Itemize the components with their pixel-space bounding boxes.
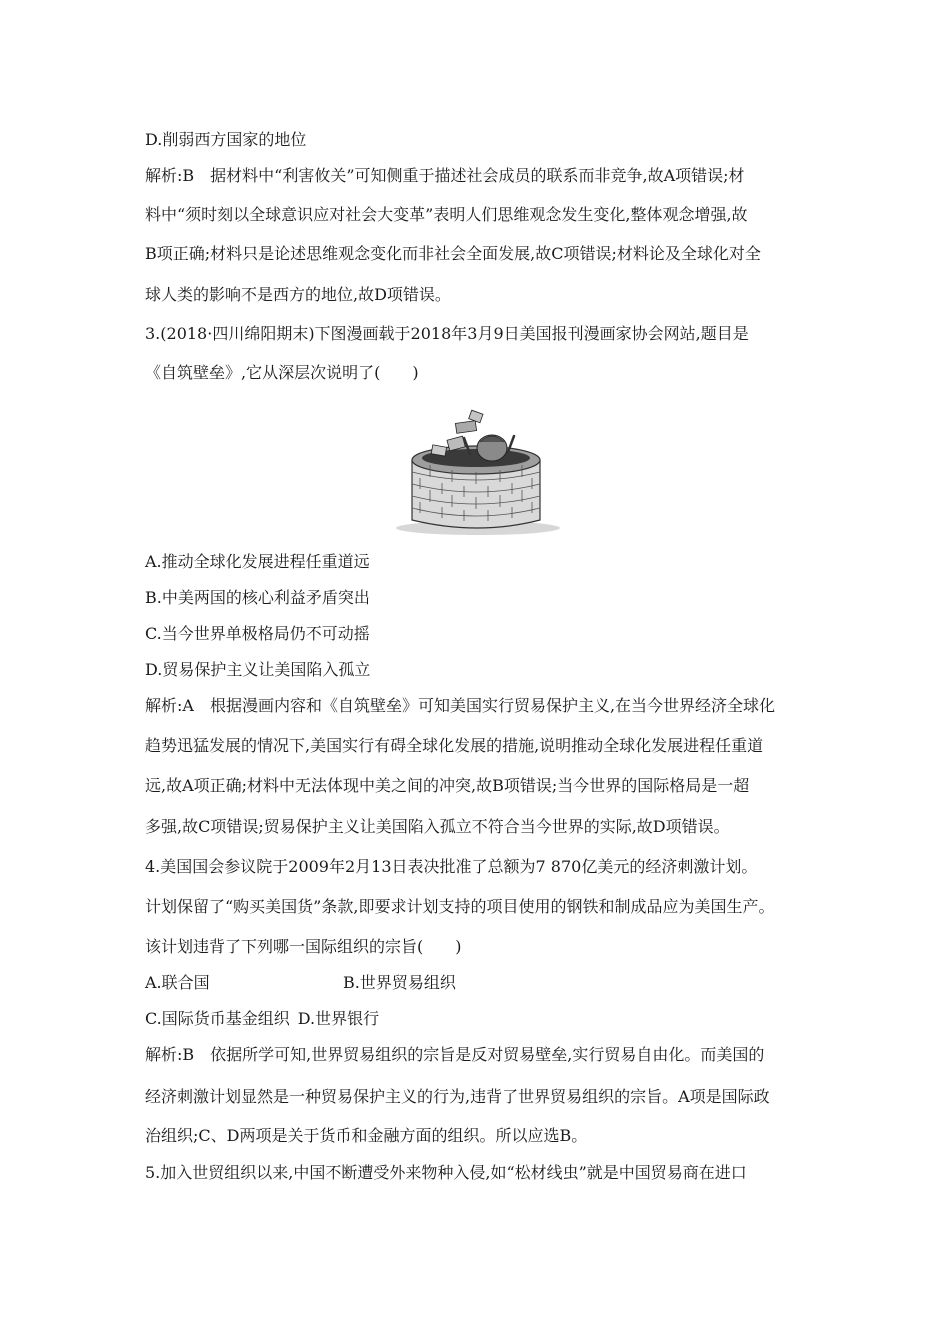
q4-analysis-line-2: 经济刺激计划显然是一种贸易保护主义的行为,违背了世界贸易组织的宗旨。A项是国际政 <box>145 1087 770 1106</box>
q4-options-row-1 <box>145 973 825 993</box>
q3-analysis-line-3: 远,故A项正确;材料中无法体现中美之间的冲突,故B项错误;当今世界的国际格局是一超 <box>145 776 750 795</box>
q5-stem-line-1: 5.加入世贸组织以来,中国不断遭受外来物种入侵,如“松材线虫”就是中国贸易商在进口 <box>145 1163 747 1182</box>
q3-stem-line-1: 3.(2018·四川绵阳期末)下图漫画载于2018年3月9日美国报刊漫画家协会网站,题目是 <box>145 324 749 343</box>
q2-option-d: D.削弱西方国家的地位 <box>145 130 307 149</box>
q4-analysis-line-1: 解析:B 依据所学可知,世界贸易组织的宗旨是反对贸易壁垒,实行贸易自由化。而美国的 <box>145 1045 765 1064</box>
q4-stem-line-1: 4.美国国会参议院于2009年2月13日表决批准了总额为7 870亿美元的经济刺激计划。 <box>145 857 758 876</box>
q4-option-c: C.国际货币基金组织 <box>145 1009 290 1028</box>
q3-option-b: B.中美两国的核心利益矛盾突出 <box>145 588 370 607</box>
q4-option-b: B.世界贸易组织 <box>343 973 456 992</box>
q3-analysis-line-1: 解析:A 根据漫画内容和《自筑壁垒》可知美国实行贸易保护主义,在当今世界经济全球化 <box>145 696 776 715</box>
q4-options-row-2 <box>145 1009 825 1029</box>
q3-stem-line-2: 《自筑壁垒》,它从深层次说明了( ) <box>145 363 419 382</box>
q4-stem-line-3: 该计划违背了下列哪一国际组织的宗旨( ) <box>145 937 462 956</box>
q4-analysis-line-3: 治组织;C、D两项是关于货币和金融方面的组织。所以应选B。 <box>145 1126 588 1145</box>
q3-analysis-line-4: 多强,故C项错误;贸易保护主义让美国陷入孤立不符合当今世界的实际,故D项错误。 <box>145 817 730 836</box>
q4-option-d: D.世界银行 <box>297 1009 380 1028</box>
q2-analysis-line-3: B项正确;材料只是论述思维观念变化而非社会全面发展,故C项错误;材料论及全球化对全 <box>145 244 761 263</box>
q2-analysis-line-1: 解析:B 据材料中“利害攸关”可知侧重于描述社会成员的联系而非竞争,故A项错误;材 <box>145 166 745 185</box>
q2-analysis-line-4: 球人类的影响不是西方的地位,故D项错误。 <box>145 285 451 304</box>
q3-option-a: A.推动全球化发展进程任重道远 <box>145 552 370 571</box>
cartoon-image <box>390 408 560 536</box>
q2-analysis-line-2: 料中“须时刻以全球意识应对社会大变革”表明人们思维观念发生变化,整体观念增强,故 <box>145 205 748 224</box>
q4-stem-line-2: 计划保留了“购买美国货”条款,即要求计划支持的项目使用的钢铁和制成品应为美国生产。 <box>145 897 775 916</box>
q3-option-d: D.贸易保护主义让美国陷入孤立 <box>145 660 371 679</box>
q3-analysis-line-2: 趋势迅猛发展的情况下,美国实行有碍全球化发展的措施,说明推动全球化发展进程任重道 <box>145 736 764 755</box>
q3-option-c: C.当今世界单极格局仍不可动摇 <box>145 624 370 643</box>
q4-option-a: A.联合国 <box>145 973 210 992</box>
